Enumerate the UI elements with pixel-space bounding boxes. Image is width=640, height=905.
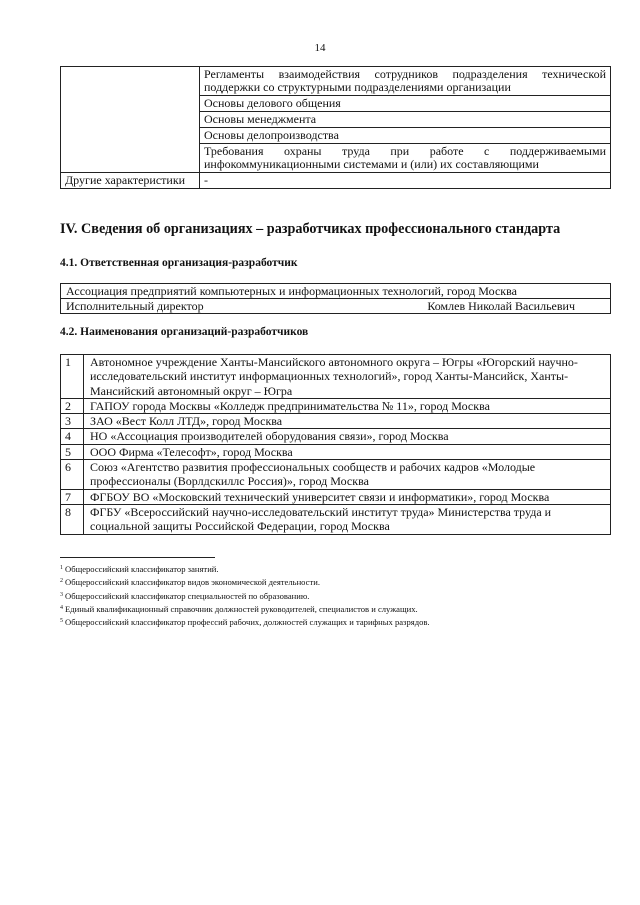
developer-number: 6 [61, 460, 84, 490]
developer-name: ФГБУ «Всероссийский научно-исследовательский институт труда» Министерства труда и социальной защиты Российской Федерации, город Москва [84, 504, 611, 534]
developer-name: НО «Ассоциация производителей оборудования связи», город Москва [84, 429, 611, 444]
developer-name: ООО Фирма «Телесофт», город Москва [84, 444, 611, 459]
table-row [61, 444, 611, 459]
footnote-text: Общероссийский классификатор видов экономической деятельности. [65, 577, 320, 588]
other-characteristics-label: Другие характеристики [61, 173, 200, 189]
footnotes [60, 562, 620, 628]
developer-name: ЗАО «Вест Колл ЛТД», город Москва [84, 414, 611, 429]
knowledge-item: Основы делопроизводства [200, 128, 611, 144]
table-row [61, 504, 611, 534]
table-row [61, 398, 611, 413]
footnote [60, 602, 620, 615]
footnote [60, 562, 620, 575]
footnote-text: Общероссийский классификатор занятий. [65, 564, 219, 574]
section-heading: IV. Сведения об организациях – разработчиках профессионального стандарта [60, 221, 561, 237]
knowledge-item: Основы менеджмента [200, 112, 611, 128]
footnote-mark: 4 [60, 604, 63, 611]
table-row [61, 67, 611, 96]
table-row [61, 284, 611, 299]
knowledge-item: Требования охраны труда при работе с поддерживаемыми инфокоммуникационными системами и (или) их составляющими [200, 144, 611, 173]
other-characteristics-value: - [200, 173, 611, 189]
developer-number: 4 [61, 429, 84, 444]
developer-number: 2 [61, 398, 84, 413]
footnote [60, 589, 620, 602]
footnote [60, 575, 620, 588]
footnote-text: Общероссийский классификатор специальностей по образованию. [65, 590, 310, 601]
responsible-org-table [60, 283, 611, 314]
developer-name: ФГБОУ ВО «Московский технический университет связи и информатики», город Москва [84, 489, 611, 504]
developer-number: 3 [61, 414, 84, 429]
responsible-org-heading: 4.1. Ответственная организация-разработчик [60, 257, 298, 269]
table-row [61, 173, 611, 189]
table-row [61, 355, 611, 399]
responsible-org-name: Ассоциация предприятий компьютерных и информационных технологий, город Москва [61, 284, 611, 299]
developer-name: Автономное учреждение Ханты-Мансийского автономного округа – Югры «Югорский научно-исследовательский институт информационных технологий», город Ханты-Мансийск, Ханты-Мансийский автономный округ – Югра [84, 355, 611, 399]
knowledge-item: Основы делового общения [200, 96, 611, 112]
developer-name: ГАПОУ города Москвы «Колледж предпринимательства № 11», город Москва [84, 398, 611, 413]
continuation-table [60, 66, 611, 189]
developer-number: 5 [61, 444, 84, 459]
developer-number: 1 [61, 355, 84, 399]
developers-table [60, 354, 611, 535]
developer-number: 7 [61, 489, 84, 504]
page-number: 14 [314, 42, 326, 54]
table-row [61, 460, 611, 490]
table-row [61, 489, 611, 504]
developer-name: Союз «Агентство развития профессиональных сообществ и рабочих кадров «Молодые профессионалы (Ворлдскиллс Россия)», город Москва [84, 460, 611, 490]
developer-number: 8 [61, 504, 84, 534]
table-row [61, 299, 611, 314]
footnote-mark: 3 [60, 591, 63, 598]
developers-heading: 4.2. Наименования организаций-разработчиков [60, 326, 309, 338]
footnote-text: Единый квалификационный справочник должностей руководителей, специалистов и служащих. [65, 603, 418, 614]
table-row [61, 429, 611, 444]
footnote-mark: 1 [60, 565, 63, 571]
empty-label-cell [61, 67, 200, 173]
director-cell [61, 299, 611, 314]
director-name: Комлев Николай Васильевич [427, 299, 575, 313]
footnote-divider [60, 557, 215, 558]
footnote-mark: 2 [60, 578, 63, 585]
footnote [60, 615, 620, 628]
footnote-text: Общероссийский классификатор профессий рабочих, должностей служащих и тарифных разрядов. [65, 617, 430, 628]
table-row [61, 414, 611, 429]
knowledge-item: Регламенты взаимодействия сотрудников подразделения технической поддержки со структурными подразделениями организации [200, 67, 611, 96]
director-title: Исполнительный директор [66, 299, 204, 313]
footnote-mark: 5 [60, 618, 63, 625]
